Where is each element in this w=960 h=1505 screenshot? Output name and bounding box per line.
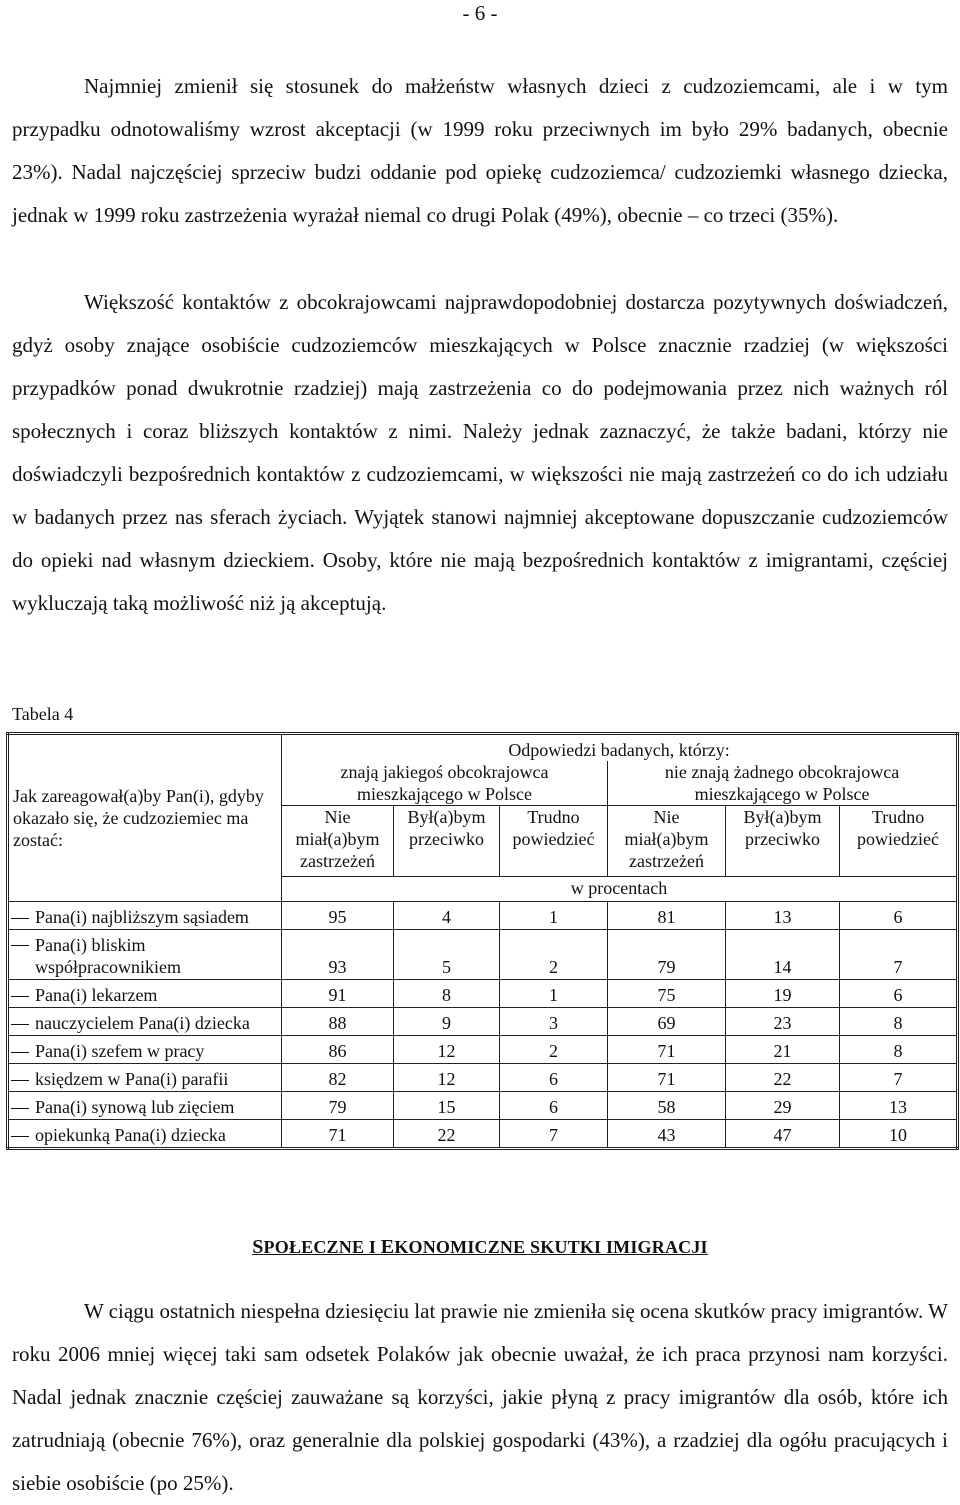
cell: 9 <box>394 1008 500 1036</box>
cell: 79 <box>282 1092 394 1120</box>
cell: 7 <box>840 930 958 980</box>
cell: 3 <box>500 1008 608 1036</box>
group-unknown: nie znają żadnego obcokrajowca mieszkającego w Polsce <box>608 761 958 806</box>
cell: 10 <box>840 1120 958 1149</box>
table-row <box>8 902 958 930</box>
col-no-objection-1: Nie miał(a)bym zastrzeżeń <box>282 806 394 877</box>
cell: 71 <box>282 1120 394 1149</box>
col-hard-to-say-1: Trudno powiedzieć <box>500 806 608 877</box>
cell: 71 <box>608 1064 726 1092</box>
cell: 5 <box>394 930 500 980</box>
heading-part: KONOMICZNE SKUTKI IMIGRACJI <box>394 1237 708 1257</box>
paragraph-3: W ciągu ostatnich niespełna dziesięciu lat prawie nie zmieniła się ocena skutków pracy imigrantów. W roku 2006 mniej więcej taki sam odsetek Polaków jak obecnie uważał, że ich praca przynosi nam korzyści. Nadal jednak znacznie częściej zauważane są korzyści, jakie płyną z pracy imigrantów dla osób, które ich zatrudniają (obecnie 76%), oraz generalnie dla polskiej gospodarki (43%), a rzadziej dla ogółu pracujących i siebie osobiście (po 25%). <box>12 1299 948 1495</box>
row-label: księdzem w Pana(i) parafii <box>35 1069 229 1089</box>
dash-icon <box>11 918 29 919</box>
cell: 43 <box>608 1120 726 1149</box>
cell: 8 <box>840 1008 958 1036</box>
dash-icon <box>11 1024 29 1025</box>
col-no-objection-2: Nie miał(a)bym zastrzeżeń <box>608 806 726 877</box>
unit-label: w procentach <box>282 877 958 902</box>
row-label: Pana(i) lekarzem <box>35 985 158 1005</box>
cell: 6 <box>840 980 958 1008</box>
table-row <box>8 980 958 1008</box>
table-row <box>8 930 958 980</box>
group-known: znają jakiegoś obcokrajowca mieszkającego w Polsce <box>282 761 608 806</box>
table-row <box>8 1008 958 1036</box>
cell: 12 <box>394 1036 500 1064</box>
cell: 8 <box>840 1036 958 1064</box>
page-number: - 6 - <box>462 1 498 25</box>
col-hard-to-say-2: Trudno powiedzieć <box>840 806 958 877</box>
table-row <box>8 1064 958 1092</box>
heading-initial: E <box>380 1236 395 1258</box>
cell: 6 <box>500 1092 608 1120</box>
col-against-1: Był(a)bym przeciwko <box>394 806 500 877</box>
cell: 29 <box>726 1092 840 1120</box>
cell: 95 <box>282 902 394 930</box>
cell: 91 <box>282 980 394 1008</box>
dash-icon <box>11 996 29 997</box>
cell: 8 <box>394 980 500 1008</box>
table-caption: Tabela 4 <box>12 704 74 724</box>
heading-initial: S <box>252 1236 264 1258</box>
table-row <box>8 1092 958 1120</box>
col-against-2: Był(a)bym przeciwko <box>726 806 840 877</box>
cell: 12 <box>394 1064 500 1092</box>
cell: 86 <box>282 1036 394 1064</box>
dash-icon <box>11 1108 29 1109</box>
cell: 79 <box>608 930 726 980</box>
cell: 58 <box>608 1092 726 1120</box>
dash-icon <box>11 1052 29 1053</box>
cell: 7 <box>500 1120 608 1149</box>
table-row <box>8 1120 958 1149</box>
paragraph-2: Większość kontaktów z obcokrajowcami najprawdopodobniej dostarcza pozytywnych doświadczeń, gdyż osoby znające osobiście cudzoziemców mieszkających w Polsce znacznie rzadziej (w większości przypadków ponad dwukrotnie rzadziej) mają zastrzeżenia co do podejmowania przez nich ważnych ról społecznych i coraz bliższych kontaktów z nimi. Należy jednak zaznaczyć, że także badani, którzy nie doświadczyli bezpośrednich kontaktów z cudzoziemcami, w większości nie mają zastrzeżeń co do ich udziału w badanych przez nas sferach życiach. Wyjątek stanowi najmniej akceptowane dopuszczanie cudzoziemców do opieki nad własnym dzieckiem. Osoby, które nie mają bezpośrednich kontaktów z imigrantami, częściej wykluczają taką możliwość niż ją akceptują. <box>12 290 948 615</box>
cell: 6 <box>840 902 958 930</box>
cell: 2 <box>500 930 608 980</box>
dash-icon <box>11 945 29 946</box>
cell: 88 <box>282 1008 394 1036</box>
table-header-row-1 <box>8 734 958 762</box>
cell: 75 <box>608 980 726 1008</box>
cell: 1 <box>500 902 608 930</box>
header-top: Odpowiedzi badanych, którzy: <box>282 734 958 762</box>
cell: 22 <box>394 1120 500 1149</box>
row-label: nauczycielem Pana(i) dziecka <box>35 1013 250 1033</box>
cell: 13 <box>840 1092 958 1120</box>
cell: 1 <box>500 980 608 1008</box>
row-label: Pana(i) synową lub zięciem <box>35 1097 235 1117</box>
cell: 14 <box>726 930 840 980</box>
cell: 6 <box>500 1064 608 1092</box>
cell: 4 <box>394 902 500 930</box>
question-cell: Jak zareagował(a)by Pan(i), gdyby okazało się, że cudzoziemiec ma zostać: <box>8 734 282 902</box>
cell: 81 <box>608 902 726 930</box>
paragraph-1: Najmniej zmienił się stosunek do małżeństw własnych dzieci z cudzoziemcami, ale i w tym przypadku odnotowaliśmy wzrost akceptacji (w 1999 roku przeciwnych im było 29% badanych, obecnie 23%). Nadal najczęściej sprzeciw budzi oddanie pod opiekę cudzoziemca/ cudzoziemki własnego dziecka, jednak w 1999 roku zastrzeżenia wyrażał niemal co drugi Polak (49%), obecnie – co trzeci (35%). <box>12 74 948 227</box>
row-label: Pana(i) najbliższym sąsiadem <box>35 907 249 927</box>
row-label: opiekunką Pana(i) dziecka <box>35 1125 226 1145</box>
heading-part: POŁECZNE I <box>263 1237 381 1257</box>
dash-icon <box>11 1136 29 1137</box>
cell: 21 <box>726 1036 840 1064</box>
cell: 71 <box>608 1036 726 1064</box>
survey-table <box>6 732 959 1150</box>
cell: 47 <box>726 1120 840 1149</box>
dash-icon <box>11 1080 29 1081</box>
row-label: Pana(i) bliskim współpracownikiem <box>35 935 181 977</box>
cell: 69 <box>608 1008 726 1036</box>
cell: 23 <box>726 1008 840 1036</box>
cell: 22 <box>726 1064 840 1092</box>
cell: 19 <box>726 980 840 1008</box>
cell: 7 <box>840 1064 958 1092</box>
cell: 82 <box>282 1064 394 1092</box>
cell: 15 <box>394 1092 500 1120</box>
cell: 13 <box>726 902 840 930</box>
table-row <box>8 1036 958 1064</box>
cell: 93 <box>282 930 394 980</box>
row-label: Pana(i) szefem w pracy <box>35 1041 205 1061</box>
cell: 2 <box>500 1036 608 1064</box>
section-heading <box>0 1236 960 1259</box>
